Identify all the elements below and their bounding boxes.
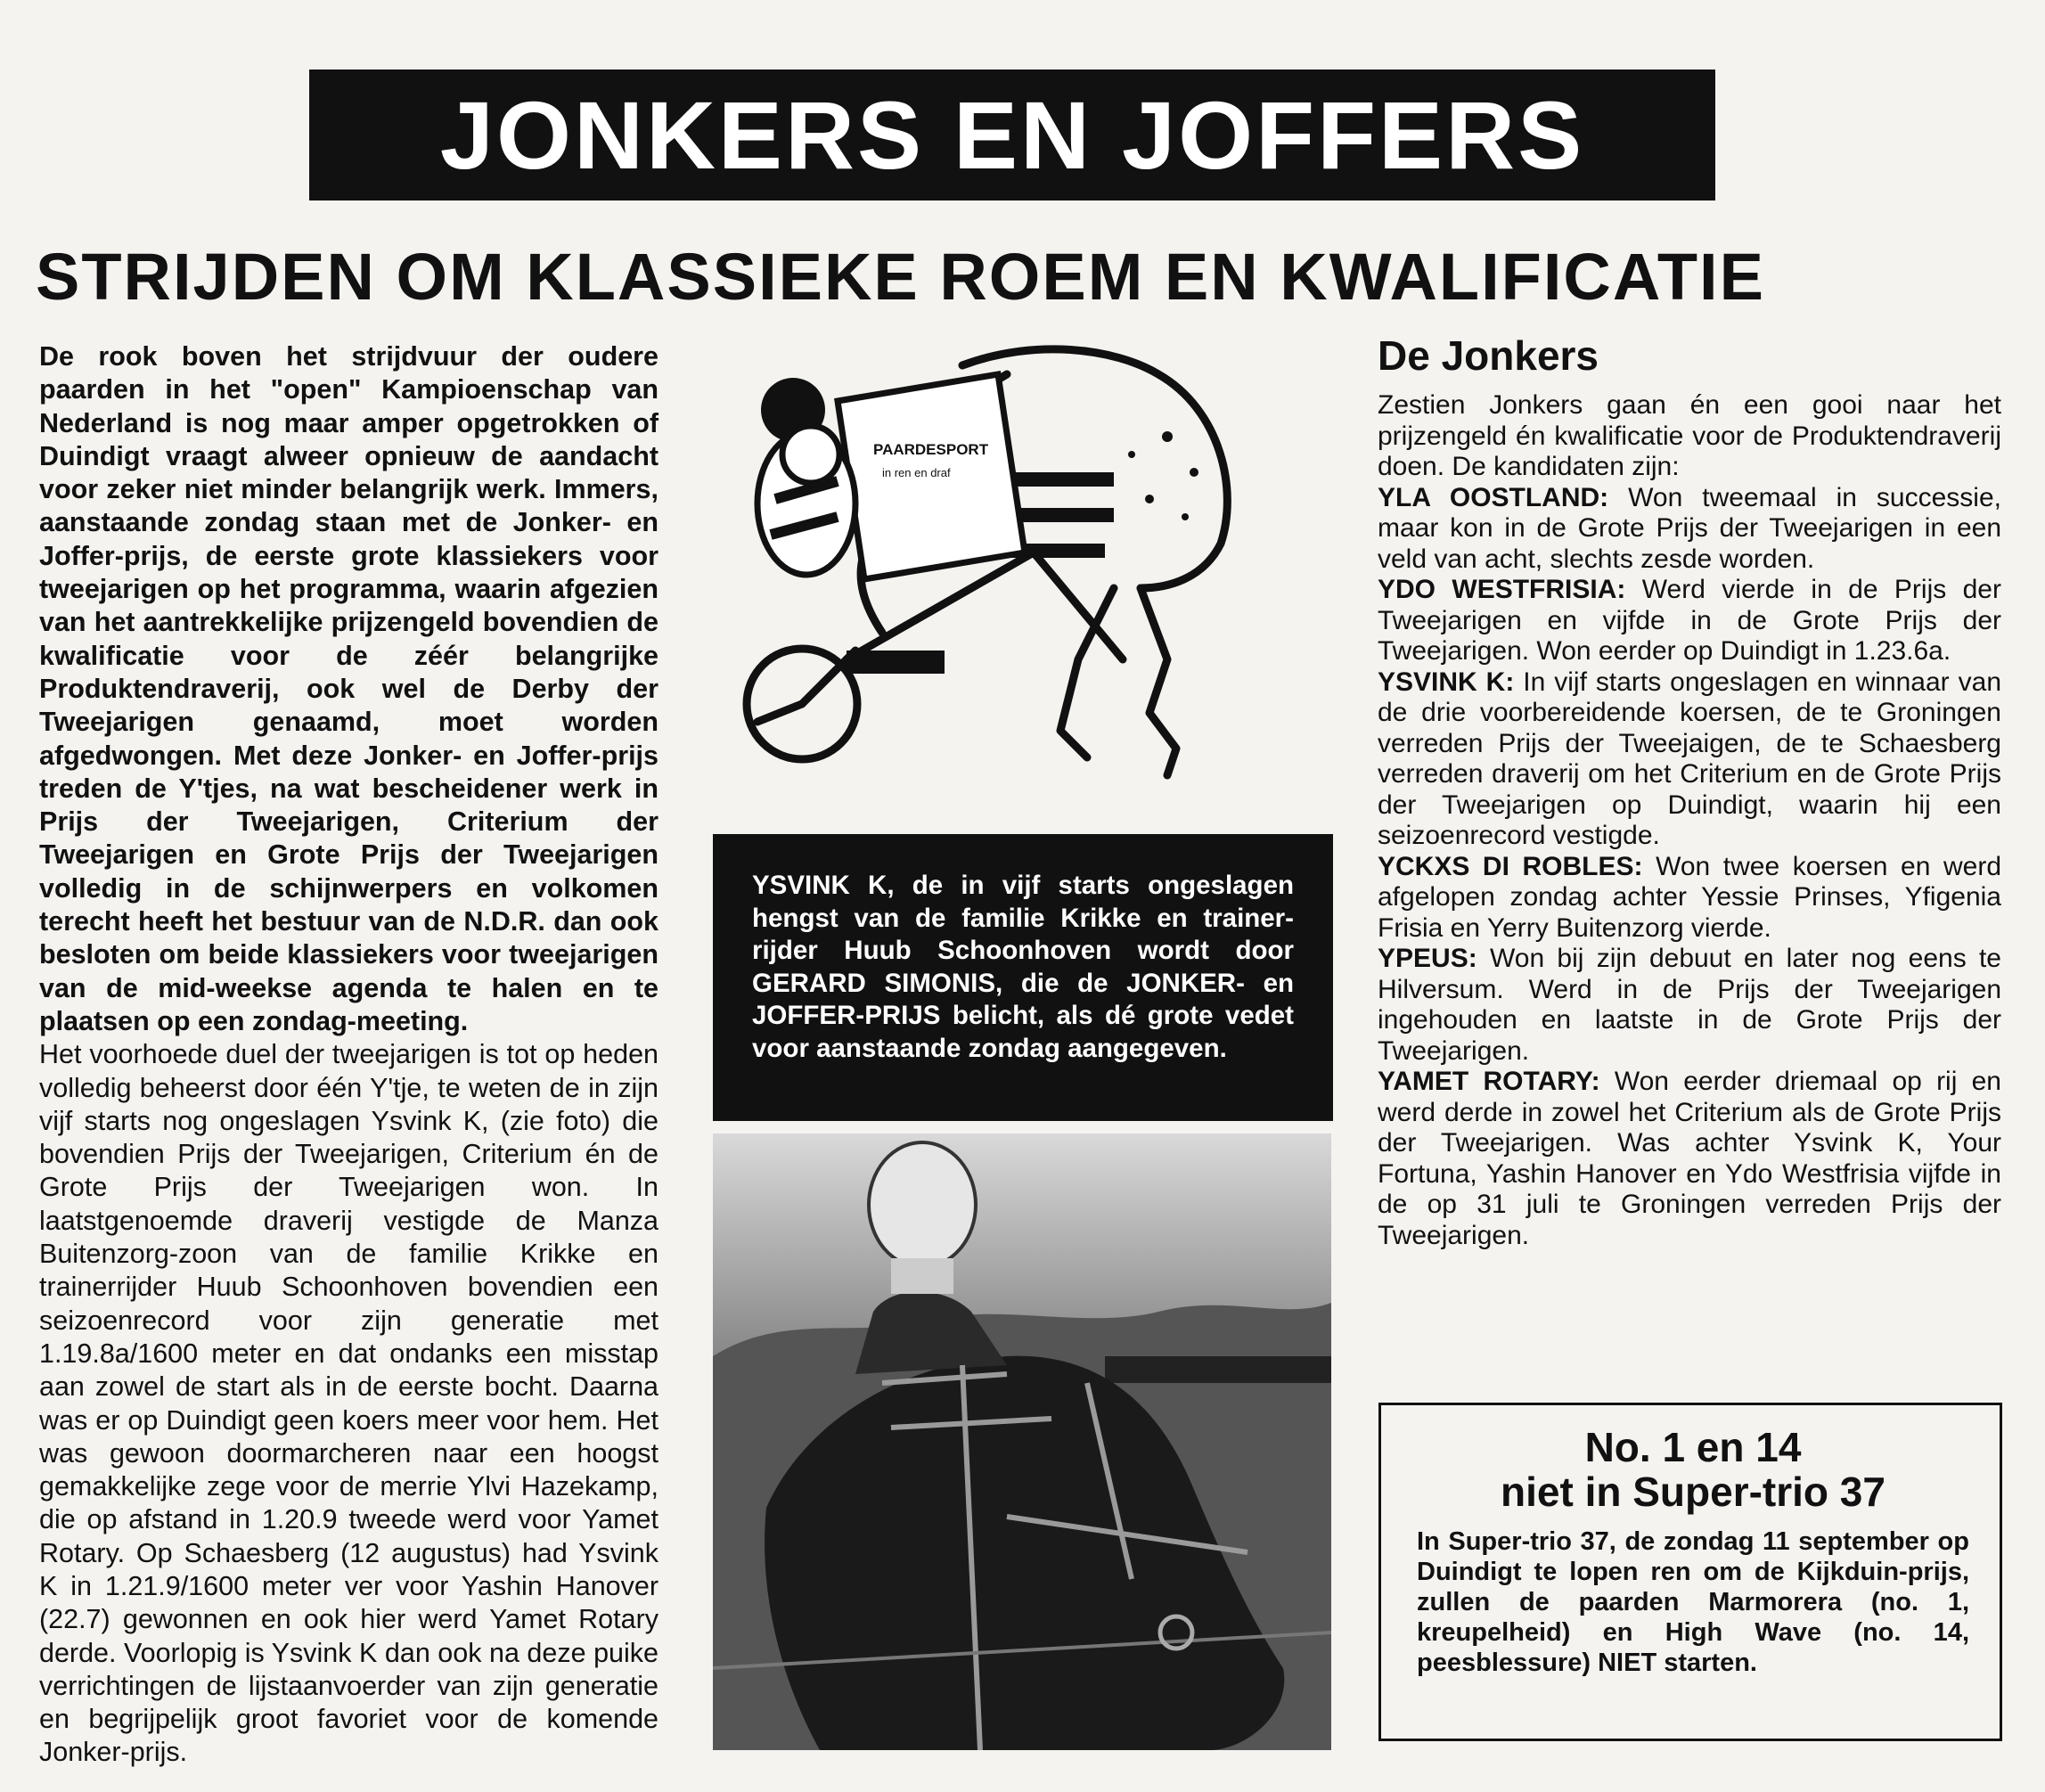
- candidate-text: Won eerder driemaal op rij en werd derde in zowel het Criterium als de Grote Prijs der Tweejarigen. Was achter Ysvink K, Your Fortuna, Yashin Hanover en Ydo Westfrisia vijfde in de op 31 juli te Groningen verreden Prijs der Tweejarigen.: [1378, 1067, 2001, 1250]
- candidate-text: Werd vierde in de Prijs der Tweejarigen en vijfde in de Grote Prijs der Tweejarigen. Won eerder op Duindigt in 1.23.6a.: [1378, 575, 2001, 666]
- candidate-name: YCKXS DI ROBLES:: [1378, 851, 1643, 881]
- section-intro: Zestien Jonkers gaan én een gooi naar het prijzengeld én kwalificatie voor de Produktendraverij doen. De kandidaten zijn:: [1378, 390, 2001, 481]
- masthead: JONKERS EN JOFFERS: [309, 70, 1715, 200]
- photo-caption: YSVINK K, de in vijf starts ongeslagen hengst van de familie Krikke en trainer-rijder Huub Schoonhoven wordt door GERARD SIMONIS, die de JONKER- en JOFFER-PRIJS belicht, als dé grote vedet voor aanstaande zondag aangegeven.: [713, 834, 1333, 1121]
- candidate-entry: [1378, 667, 2001, 852]
- notice-text: In Super-trio 37, de zondag 11 september op Duindigt te lopen ren om de Kijkduin-prijs, zullen de paarden Marmorera (no. 1, kreupelheid) en High Wave (no. 14, peesblessure) NIET starten.: [1417, 1527, 1969, 1677]
- candidate-name: YDO WESTFRISIA:: [1378, 575, 1626, 604]
- candidate-text: Won tweemaal in successie, maar kon in de Grote Prijs der Tweejarigen in een veld van acht, slechts zesde worden.: [1378, 482, 2001, 574]
- body-paragraph: Het voorhoede duel der tweejarigen is tot op heden volledig beheerst door één Y'tje, te weten de in zijn vijf starts nog ongeslagen Ysvink K, (zie foto) die bovendien Prijs der Tweejarigen, Criterium én de Grote Prijs der Tweejarigen won. In laatstgenoemde draverij vestigde de Manza Buitenzorg-zoon van de familie Krikke en trainerrijder Huub Schoonhoven bovendien een seizoenrecord voor zijn generatie met 1.19.8a/1600 meter en dat ondanks een misstap aan zowel de start als in de eerste bocht. Daarna was er op Duindigt geen koers meer voor hem. Het was gewoon doormarcheren naar een hoogst gemakkelijke zege voor de merrie Ylvi Hazekamp, die op afstand in 1.20.9 tweede werd voor Yamet Rotary. Op Schaesberg (12 augustus) had Ysvink K in 1.21.9/1600 meter ver voor Yashin Hanover (22.7) gewonnen en ook hier werd Yamet Rotary derde. Voorlopig is Ysvink K dan ook na deze puike verrichtingen de lijstaanvoerder van zijn generatie en begrijpelijk groot favoriet voor de komende Jonker-prijs.: [39, 1039, 658, 1768]
- section-heading: De Jonkers: [1378, 332, 1599, 379]
- jockey-cartoon-illustration: [740, 339, 1310, 802]
- candidate-entry: [1378, 944, 2001, 1067]
- newspaper-title: PAARDESPORT: [873, 441, 989, 458]
- newspaper-subtitle: in ren en draf: [882, 466, 951, 479]
- horse-photo: [713, 1133, 1331, 1750]
- notice-title-line2: niet in Super-trio 37: [1501, 1469, 1885, 1515]
- headline: STRIJDEN OM KLASSIEKE ROEM EN KWALIFICATIE: [36, 240, 1765, 314]
- right-column: [1378, 331, 2001, 1251]
- notice-box: [1378, 1403, 2002, 1741]
- candidate-entry: [1378, 483, 2001, 576]
- notice-title-line1: No. 1 en 14: [1584, 1424, 1802, 1470]
- candidate-text: In vijf starts ongeslagen en winnaar van de drie voorbereidende koersen, de te Groningen verreden Prijs der Tweejaigen, de te Schaesberg verreden draverij om het Criterium en de Grote Prijs der Tweejarigen op Duindigt, waarin hij een seizoenrecord vestigde.: [1378, 667, 2001, 850]
- candidate-text: Won bij zijn debuut en later nog eens te Hilversum. Werd in de Prijs der Tweejarigen ingehouden en laatste in de Grote Prijs der Tweejarigen.: [1378, 944, 2001, 1066]
- candidate-name: YPEUS:: [1378, 944, 1477, 973]
- candidate-name: YLA OOSTLAND:: [1378, 482, 1609, 512]
- left-column: [39, 340, 658, 1770]
- candidate-entry: [1378, 852, 2001, 945]
- intro-paragraph: De rook boven het strijdvuur der oudere paarden in het "open" Kampioenschap van Nederland is nog maar amper opgetrokken of Duindigt vraagt alweer opnieuw de aandacht voor zeker niet minder belangrijk werk. Immers, aanstaande zondag staan met de Jonker- en Joffer-prijs, de eerste grote klassiekers voor tweejarigen op het programma, waarin afgezien van het aantrekkelijke prijzengeld bovendien de kwalificatie voor de zéér belangrijke Produktendraverij, ook wel de Derby der Tweejarigen genaamd, moet worden afgedwongen. Met deze Jonker- en Joffer-prijs treden de Y'tjes, na wat bescheidener werk in Prijs der Tweejarigen, Criterium der Tweejarigen en Grote Prijs der Tweejarigen volledig in de schijnwerpers en volkomen terecht heeft het bestuur van de N.D.R. dan ook besloten om beide klassiekers voor tweejarigen van de mid-weekse agenda te halen en te plaatsen op een zondag-meeting.: [39, 341, 658, 1036]
- candidate-name: YAMET ROTARY:: [1378, 1067, 1600, 1096]
- candidate-entry: [1378, 1067, 2001, 1251]
- candidate-text: Won twee koersen en werd afgelopen zondag achter Yessie Prinses, Yfigenia Frisia en Yerry Buitenzorg vierde.: [1378, 851, 2002, 943]
- candidate-name: YSVINK K:: [1378, 667, 1515, 697]
- candidate-entry: [1378, 575, 2001, 667]
